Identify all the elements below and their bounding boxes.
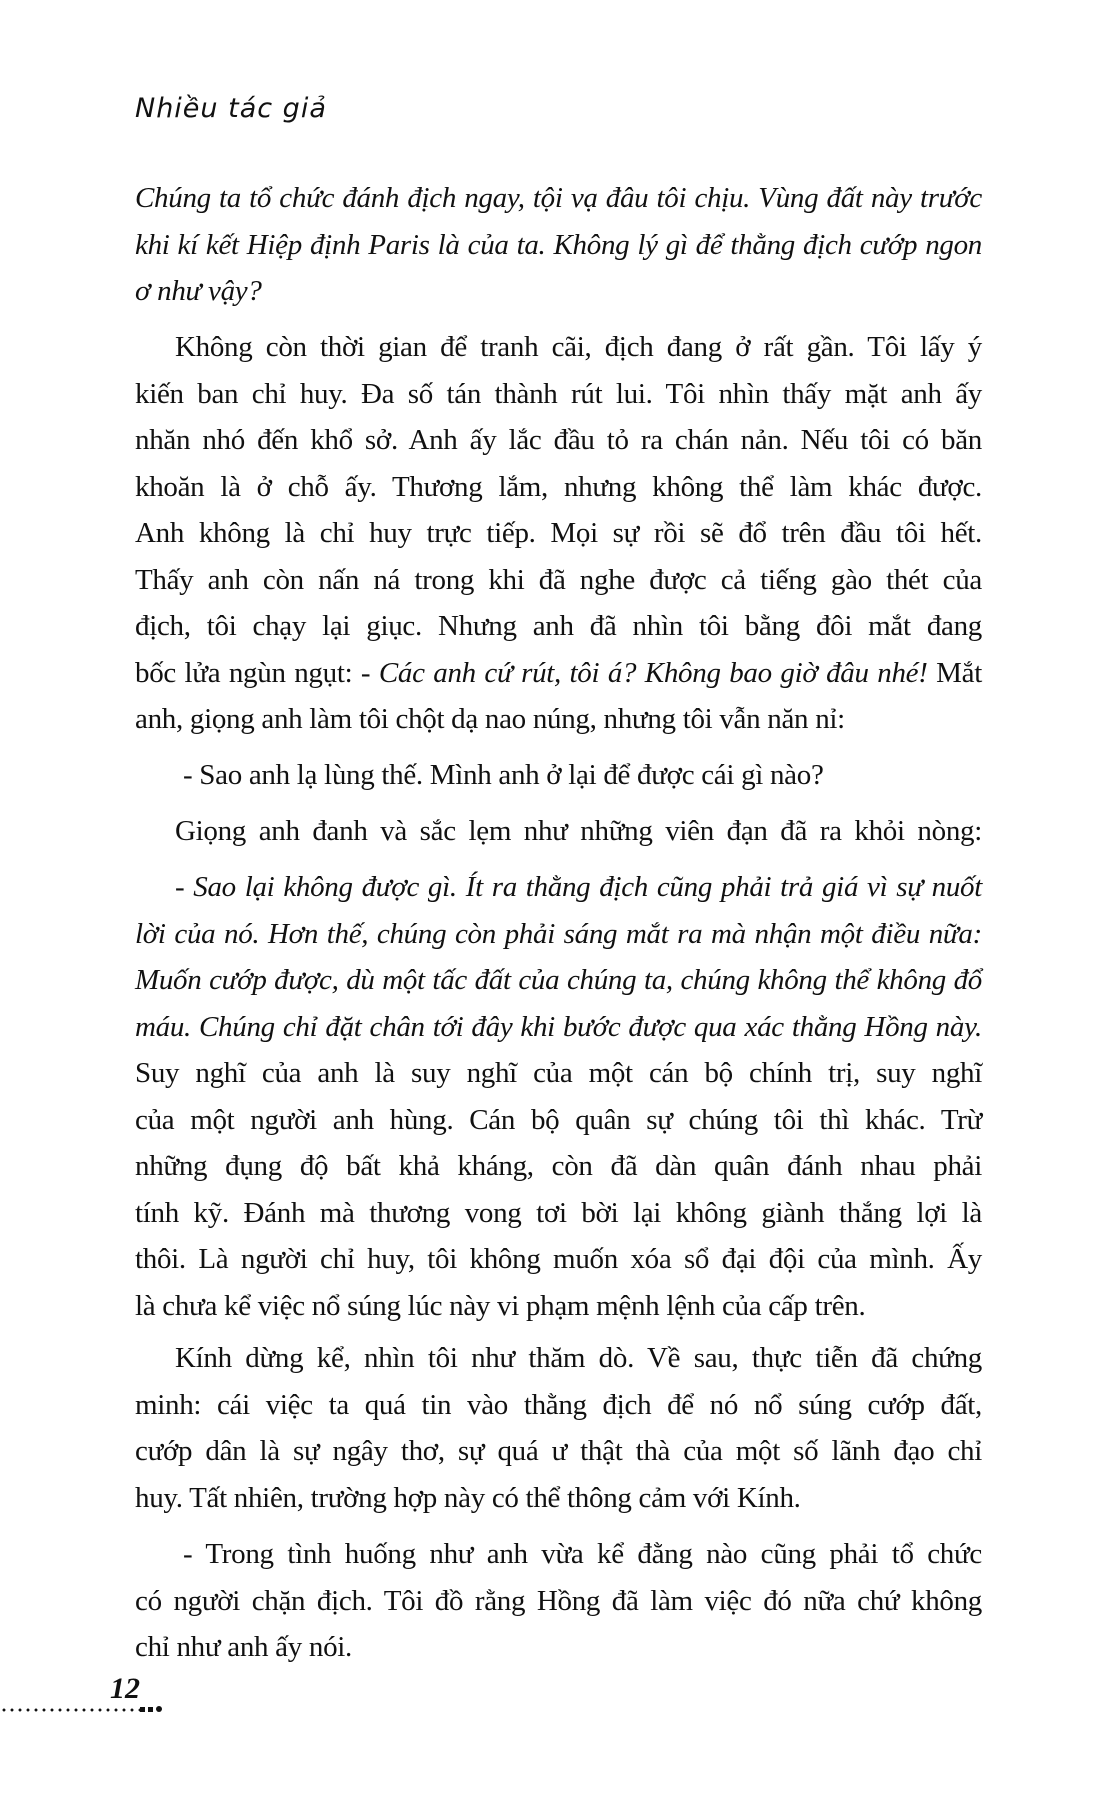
text-line: địch, tôi chạy lại giục. Nhưng anh đã nhìn tôi bằng đôi mắt đang — [135, 610, 982, 642]
text-line: máu. Chúng chỉ đặt chân tới đây khi bước được qua xác thằng Hồng này. — [135, 1010, 982, 1043]
text-line: Muốn cướp được, dù một tấc đất của chúng ta, chúng không thể không đổ — [135, 964, 982, 996]
paragraph — [135, 864, 982, 1329]
text-line: huy. Tất nhiên, trường hợp này có thể thông cảm với Kính. — [135, 1481, 801, 1514]
text-line: Không còn thời gian để tranh cãi, địch đang ở rất gần. Tôi lấy ý — [175, 331, 982, 363]
text-line: Thấy anh còn nấn ná trong khi đã nghe được cả tiếng gào thét của — [135, 563, 982, 596]
running-header: Nhiều tác giả — [135, 93, 327, 124]
paragraph-dialogue — [135, 752, 982, 799]
text-line: Chúng ta tổ chức đánh địch ngay, tội vạ đâu tôi chịu. Vùng đất này trước — [135, 182, 982, 214]
page-number: 12 — [110, 1672, 140, 1705]
text-segment-italic: Các anh cứ rút, tôi á? Không bao giờ đâu nhé! — [378, 656, 928, 689]
paragraph — [135, 808, 982, 855]
text-line: khoăn là ở chỗ ấy. Thương lắm, nhưng không thể làm khác được. — [135, 470, 982, 503]
text-line: lời của nó. Hơn thế, chúng còn phải sáng mắt ra mà nhận một điều nữa: — [135, 917, 982, 950]
text-line: có người chặn địch. Tôi đồ rằng Hồng đã làm việc đó nữa chứ không — [135, 1584, 982, 1617]
paragraph — [135, 1335, 982, 1521]
text-line: kiến ban chỉ huy. Đa số tán thành rút lui. Tôi nhìn thấy mặt anh ấy — [135, 377, 982, 410]
text-line: - Trong tình huống như anh vừa kể đằng nào cũng phải tổ chức — [183, 1538, 982, 1570]
text-line: Giọng anh đanh và sắc lẹm như những viên đạn đã ra khỏi nòng: — [175, 815, 982, 847]
text-segment: Mắt — [927, 656, 982, 689]
text-line: anh, giọng anh làm tôi chột dạ nao núng, nhưng tôi vẫn năn nỉ: — [135, 703, 845, 735]
paragraph-italic-quote — [135, 175, 982, 315]
dotted-rule — [0, 1708, 140, 1712]
text-line: là chưa kể việc nổ súng lúc này vi phạm mệnh lệnh của cấp trên. — [135, 1289, 866, 1322]
text-line-mixed — [135, 650, 982, 697]
text-line: cướp dân là sự ngây thơ, sự quá ư thật thà của một số lãnh đạo chỉ — [135, 1435, 982, 1467]
text-line: - Sao anh lạ lùng thế. Mình anh ở lại để được cái gì nào? — [183, 759, 824, 791]
text-line: thôi. Là người chỉ huy, tôi không muốn xóa sổ đại đội của mình. Ấy — [135, 1243, 982, 1275]
rule-dot — [156, 1706, 162, 1712]
rule-square — [140, 1707, 145, 1712]
text-line: minh: cái việc ta quá tin vào thằng địch để nó nổ súng cướp đất, — [135, 1388, 982, 1421]
paragraph-dialogue — [135, 1531, 982, 1671]
text-segment: bốc lửa ngùn ngụt: - — [135, 656, 379, 689]
text-line: Kính dừng kể, nhìn tôi như thăm dò. Về sau, thực tiễn đã chứng — [175, 1342, 982, 1374]
text-line: tính kỹ. Đánh mà thương vong tơi bời lại không giành thắng lợi là — [135, 1196, 982, 1229]
text-line: khi kí kết Hiệp định Paris là của ta. Không lý gì để thằng địch cướp ngon — [135, 228, 982, 261]
text-line: ơ như vậy? — [135, 275, 262, 307]
text-line: Anh không là chỉ huy trực tiếp. Mọi sự rồi sẽ đổ trên đầu tôi hết. — [135, 517, 982, 549]
text-line: chỉ như anh ấy nói. — [135, 1631, 352, 1663]
text-line: nhăn nhó đến khổ sở. Anh ấy lắc đầu tỏ ra chán nản. Nếu tôi có băn — [135, 424, 982, 456]
text-line: Suy nghĩ của anh là suy nghĩ của một cán bộ chính trị, suy nghĩ — [135, 1057, 982, 1089]
rule-square — [148, 1707, 153, 1712]
text-line: của một người anh hùng. Cán bộ quân sự chúng tôi thì khác. Trừ — [135, 1103, 982, 1136]
paragraph — [135, 324, 982, 743]
text-line: những đụng độ bất khả kháng, còn đã dàn quân đánh nhau phải — [135, 1150, 982, 1182]
text-line: - Sao lại không được gì. Ít ra thằng địch cũng phải trả giá vì sự nuốt — [175, 871, 982, 903]
